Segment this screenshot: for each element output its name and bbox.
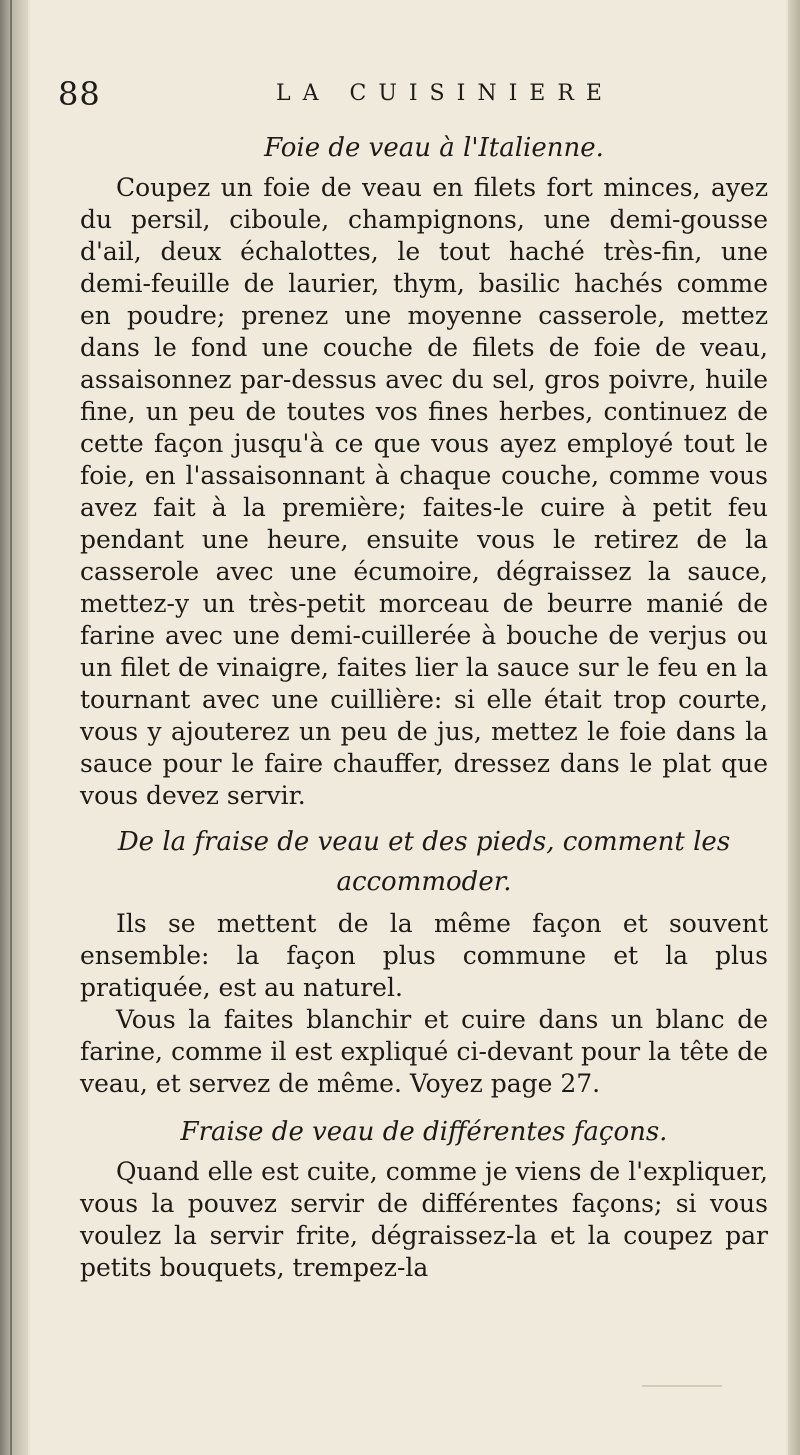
page-number: 88: [58, 75, 101, 113]
book-page: [30, 0, 786, 1455]
paragraph-foie-de-veau: Coupez un foie de veau en filets fort minces, ayez du persil, ciboule, champignons, une demi-gousse d'ail, deux échalottes, le tout haché très-fin, une demi-feuille de laurier, thym, basilic hachés comme en poudre; prenez une moyenne casserole, mettez dans le fond une couche de filets de foie de veau, assaisonnez par-dessus avec du sel, gros poivre, huile fine, un peu de toutes vos fines herbes, continuez de cette façon jusqu'à ce que vous ayez employé tout le foie, en l'assaisonnant à chaque couche, comme vous avez fait à la première; faites-le cuire à petit feu pendant une heure, ensuite vous le retirez de la casserole avec une écumoire, dégraissez la sauce, mettez-y un très-petit morceau de beurre manié de farine avec une demi-cuillerée à bouche de verjus ou un filet de vinaigre, faites lier la sauce sur le feu en la tournant avec une cuillière: si elle était trop courte, vous y ajouterez un peu de jus, mettez le foie dans la sauce pour le faire chauffer, dressez dans le plat que vous devez servir.: [80, 173, 768, 810]
running-head: LA CUISINIERE: [276, 81, 614, 106]
section-title-foie-de-veau: Foie de veau à l'Italienne.: [264, 133, 604, 163]
page-edge: [788, 0, 800, 1455]
book-binding: [0, 0, 28, 1455]
binding-shadow-line: [10, 0, 12, 1455]
paragraph-fraise-et-pieds-2: Vous la faites blanchir et cuire dans un blanc de farine, comme il est expliqué ci-devant pour la tête de veau, et servez de même. Voyez page 27.: [80, 1005, 768, 1098]
section-title-fraise-et-pieds: De la fraise de veau et des pieds, comment les accommoder.: [117, 827, 731, 897]
page-content: [80, 128, 768, 1284]
section-title-fraise-differentes-facons: Fraise de veau de différentes façons.: [180, 1117, 668, 1147]
paragraph-fraise-et-pieds-1: Ils se mettent de la même façon et souvent ensemble: la façon plus commune et la plus pratiquée, est au naturel.: [80, 909, 768, 1002]
page-header: [58, 72, 778, 122]
ink-smudge: [642, 1385, 722, 1387]
paragraph-fraise-differentes-facons: Quand elle est cuite, comme je viens de l'expliquer, vous la pouvez servir de différentes façons; si vous voulez la servir frite, dégraissez-la et la coupez par petits bouquets, trempez-la: [80, 1157, 768, 1282]
